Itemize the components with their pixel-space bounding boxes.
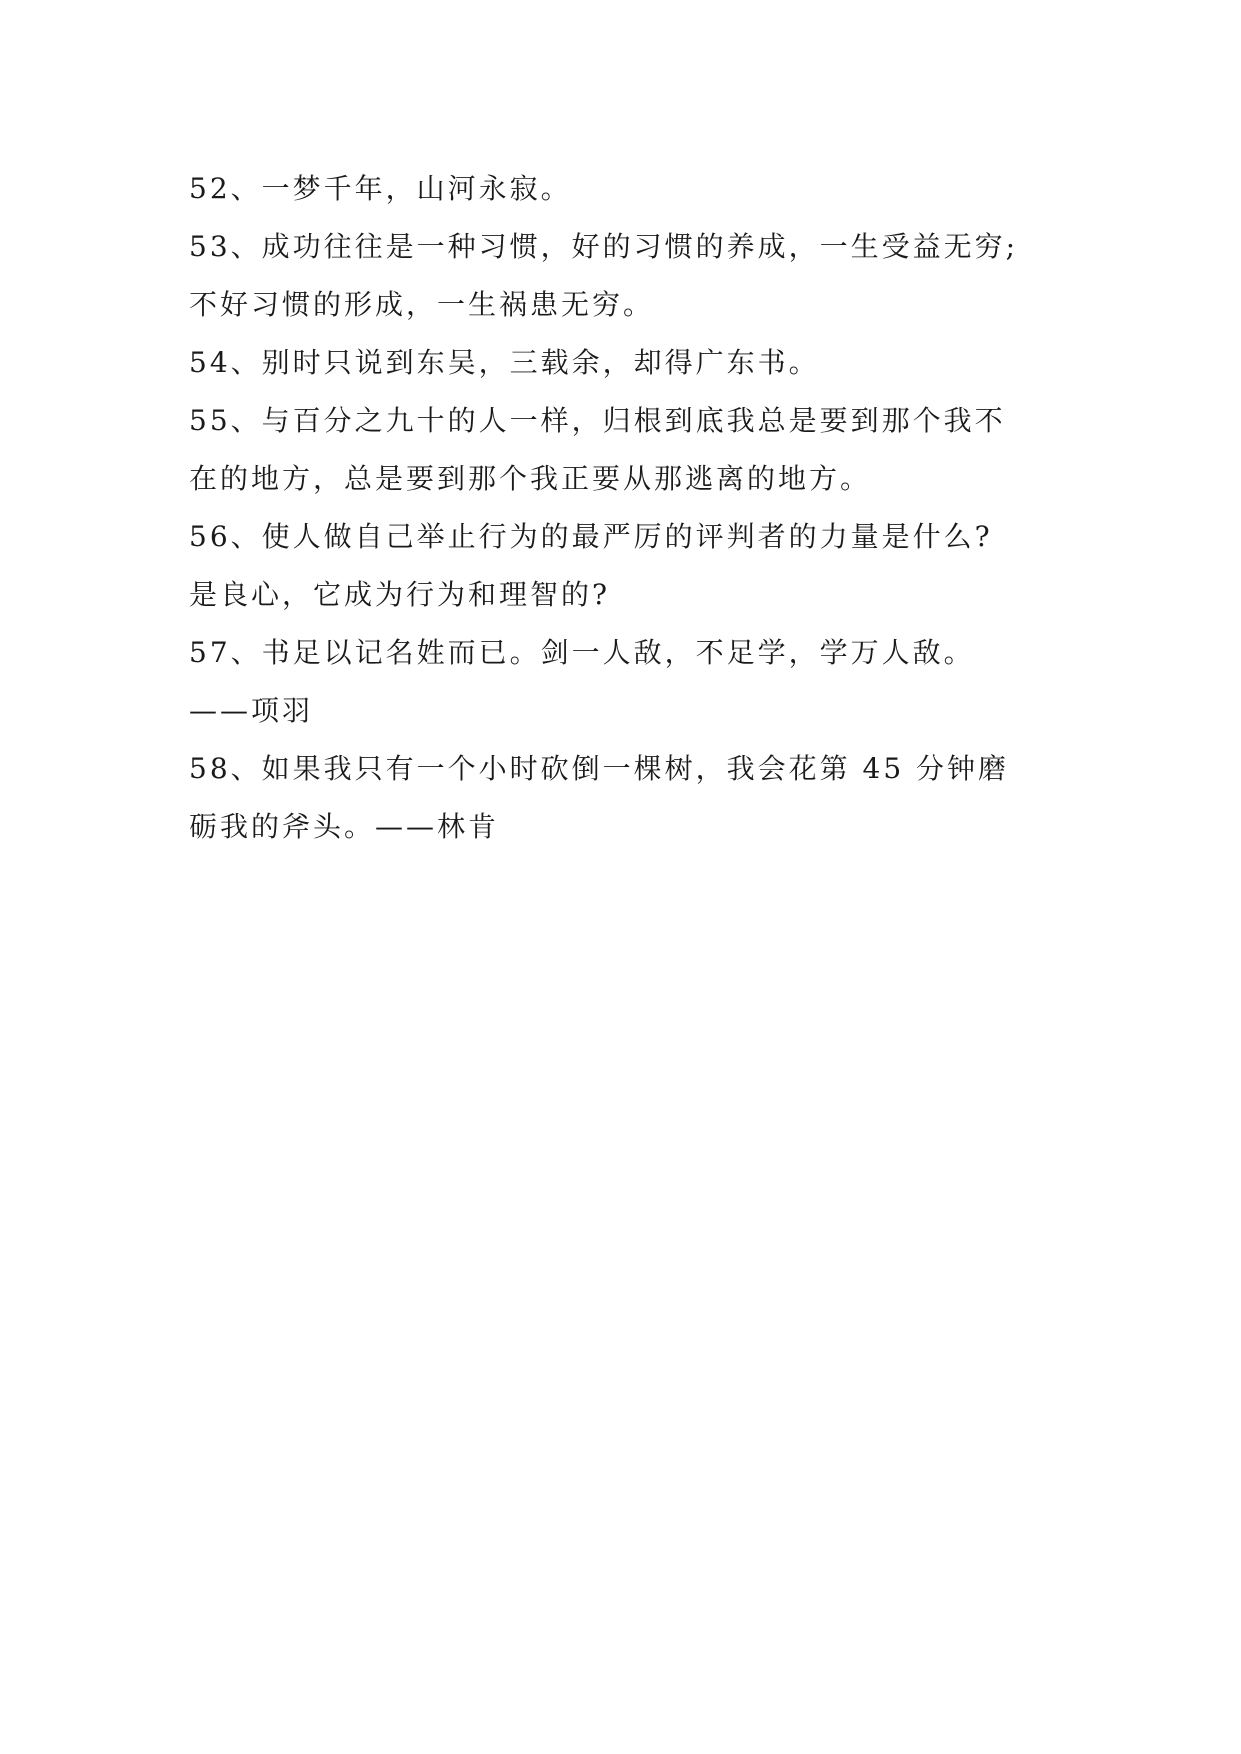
quote-57-attribution: ——项羽 — [189, 694, 314, 727]
quote-57-line-1: 57、书足以记名姓而已。剑一人敌，不足学，学万人敌。 — [189, 636, 975, 669]
quote-55-line-1: 55、与百分之九十的人一样，归根到底我总是要到那个我不 — [189, 404, 1006, 437]
quote-list — [189, 160, 1089, 856]
quote-56-line-2: 是良心，它成为行为和理智的? — [189, 578, 611, 611]
quote-58-line-2: 砺我的斧头。——林肯 — [189, 810, 500, 843]
quote-54-line: 54、别时只说到东吴，三载余，却得广东书。 — [189, 346, 820, 379]
quote-53-line-2: 不好习惯的形成，一生祸患无穷。 — [189, 288, 655, 321]
quote-52-line: 52、一梦千年，山河永寂。 — [189, 172, 572, 205]
quote-58-line-1: 58、如果我只有一个小时砍倒一棵树，我会花第 45 分钟磨 — [189, 752, 1010, 785]
quote-55-line-2: 在的地方，总是要到那个我正要从那逃离的地方。 — [189, 462, 872, 495]
quote-53-line-1: 53、成功往往是一种习惯，好的习惯的养成，一生受益无穷; — [189, 230, 1019, 263]
quote-56-line-1: 56、使人做自己举止行为的最严厉的评判者的力量是什么? — [189, 520, 993, 553]
